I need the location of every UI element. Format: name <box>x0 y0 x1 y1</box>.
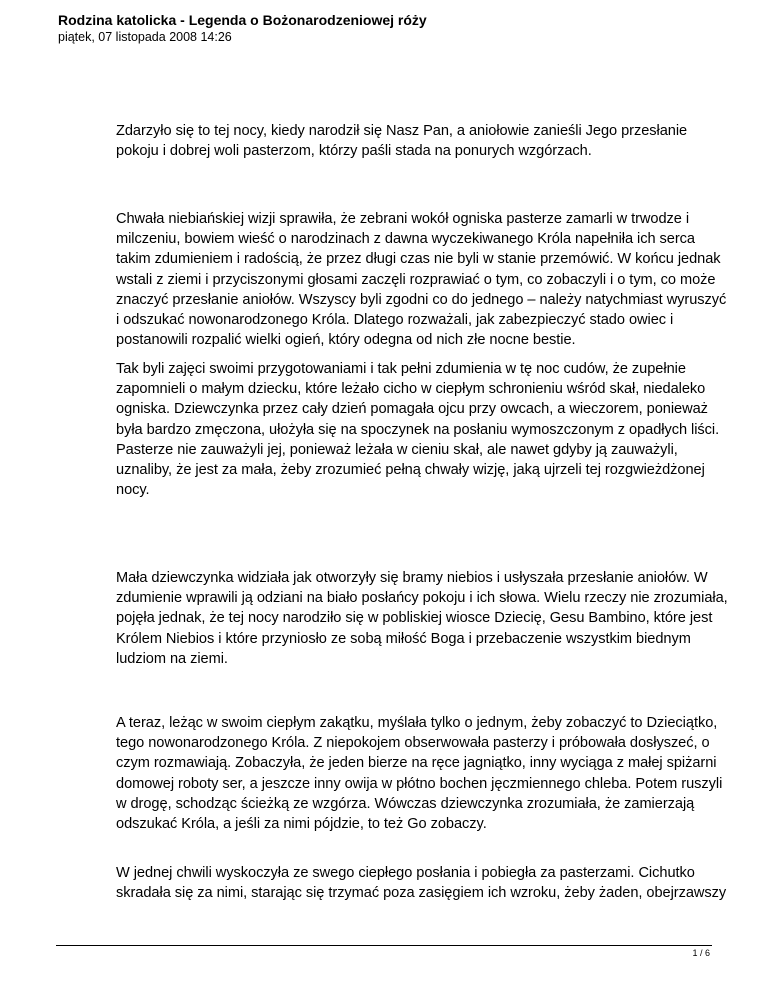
article-title: Rodzina katolicka - Legenda o Bożonarodzeniowej róży <box>58 12 427 28</box>
text-line: ogniska. Dziewczynka przez cały dzień pomagała ojcu przy owcach, a wieczorem, ponieważ <box>116 401 708 418</box>
text-line: Tak byli zajęci swoimi przygotowaniami i tak pełni zdumienia w tę noc cudów, że zupełnie <box>116 361 686 377</box>
text-line: ludziom na ziemi. <box>116 650 228 667</box>
text-line: zapomnieli o małym dziecku, które leżało cicho w ciepłym schronieniu wśród skał, niedaleko <box>116 381 706 398</box>
text-line: wstali z ziemi i przyciszonymi głosami zaczęli rozprawiać o tym, co zobaczyli i o tym, co może <box>116 271 716 288</box>
text-line: Zdarzyło się to tej nocy, kiedy narodził się Nasz Pan, a aniołowie zanieśli Jego przesłanie <box>116 123 688 139</box>
text-line: Mała dziewczynka widziała jak otworzyły się bramy niebios i usłyszała przesłanie aniołów. W <box>116 570 708 586</box>
text-line: Chwała niebiańskiej wizji sprawiła, że zebrani wokół ogniska pasterze zamarli w trwodze i <box>116 211 690 227</box>
text-line: odszukać Króla, a jeśli za nimi pójdzie, to też Go zobaczy. <box>116 816 487 833</box>
text-line: postanowili rozpalić wielki ogień, który odegna od nich złe nocne bestie. <box>116 332 576 349</box>
text-line: uznaliby, że jest za mała, żeby zrozumieć pełną chwały wizję, jaką ujrzeli tej rozgwieżdżonej <box>116 462 705 479</box>
text-line: pokoju i dobrej woli pasterzom, którzy paśli stada na ponurych wzgórzach. <box>116 143 592 160</box>
text-line: zdumienie wprawili ją odziani na biało posłańcy pokoju i ich słowa. Wielu rzeczy nie zrozumiała, <box>116 590 728 607</box>
text-line: nocy. <box>116 482 150 499</box>
text-line: była bardzo zmęczona, ułożyła się na spoczynek na posłaniu wymoszczonym z opadłych liści. <box>116 421 720 438</box>
paragraph-1 <box>116 121 716 161</box>
text-line: w drogę, schodząc ścieżką ze wzgórza. Wówczas dziewczynka zrozumiała, że zamierzają <box>116 795 695 812</box>
footer-divider <box>56 945 712 946</box>
paragraph-6 <box>116 863 727 903</box>
text-line: milczeniu, bowiem wieść o narodzinach z dawna wyczekiwanego Króla napełniła ich serca <box>116 231 695 248</box>
text-line: W jednej chwili wyskoczyła ze swego ciepłego posłania i pobiegła za pasterzami. Cichutko <box>116 865 695 881</box>
page-number: 1 / 6 <box>692 948 710 958</box>
paragraph-2 <box>116 209 727 350</box>
text-line: A teraz, leżąc w swoim ciepłym zakątku, myślała tylko o jednym, żeby zobaczyć to Dzieciątko, <box>116 715 718 731</box>
article-date: piątek, 07 listopada 2008 14:26 <box>58 30 232 44</box>
text-line: Królem Niebios i które przyniosło ze sobą miłość Boga i przebaczenie wszystkim biednym <box>116 630 691 647</box>
text-line: pojęła jednak, że tej nocy narodziło się w pobliskiej wiosce Dziecię, Gesu Bambino, które jest <box>116 610 713 627</box>
text-line: i odszukać nowonarodzonego Króla. Dlatego rozważali, jak zabezpieczyć stado owiec i <box>116 312 674 329</box>
paragraph-4 <box>116 568 728 669</box>
text-line: czym rozmawiają. Zobaczyła, że jeden bierze na ręce jagniątko, inny wyciąga z małej spiżarni <box>116 755 717 772</box>
text-line: znaczyć przesłanie aniołów. Wszyscy byli zgodni co do jednego – należy natychmiast wyruszyć <box>116 291 727 308</box>
paragraph-3 <box>116 359 720 500</box>
text-line: Pasterze nie zauważyli jej, ponieważ leżała w cieniu skał, ale nawet gdyby ją zauważyli, <box>116 441 678 458</box>
paragraph-5 <box>116 713 723 834</box>
text-line: domowej roboty ser, a jeszcze inny owija w płótno bochen jęczmiennego chleba. Potem ruszyli <box>116 775 723 792</box>
text-line: takim zdumieniem i radością, że przez długi czas nie byli w stanie przemówić. W końcu jednak <box>116 251 721 268</box>
text-line: tego nowonarodzonego Króla. Z niepokojem obserwowała pasterzy i próbowała dosłyszeć, o <box>116 735 710 752</box>
text-line: skradała się za nimi, starając się trzymać poza zasięgiem ich wzroku, żeby żaden, obejrzawszy <box>116 885 727 902</box>
